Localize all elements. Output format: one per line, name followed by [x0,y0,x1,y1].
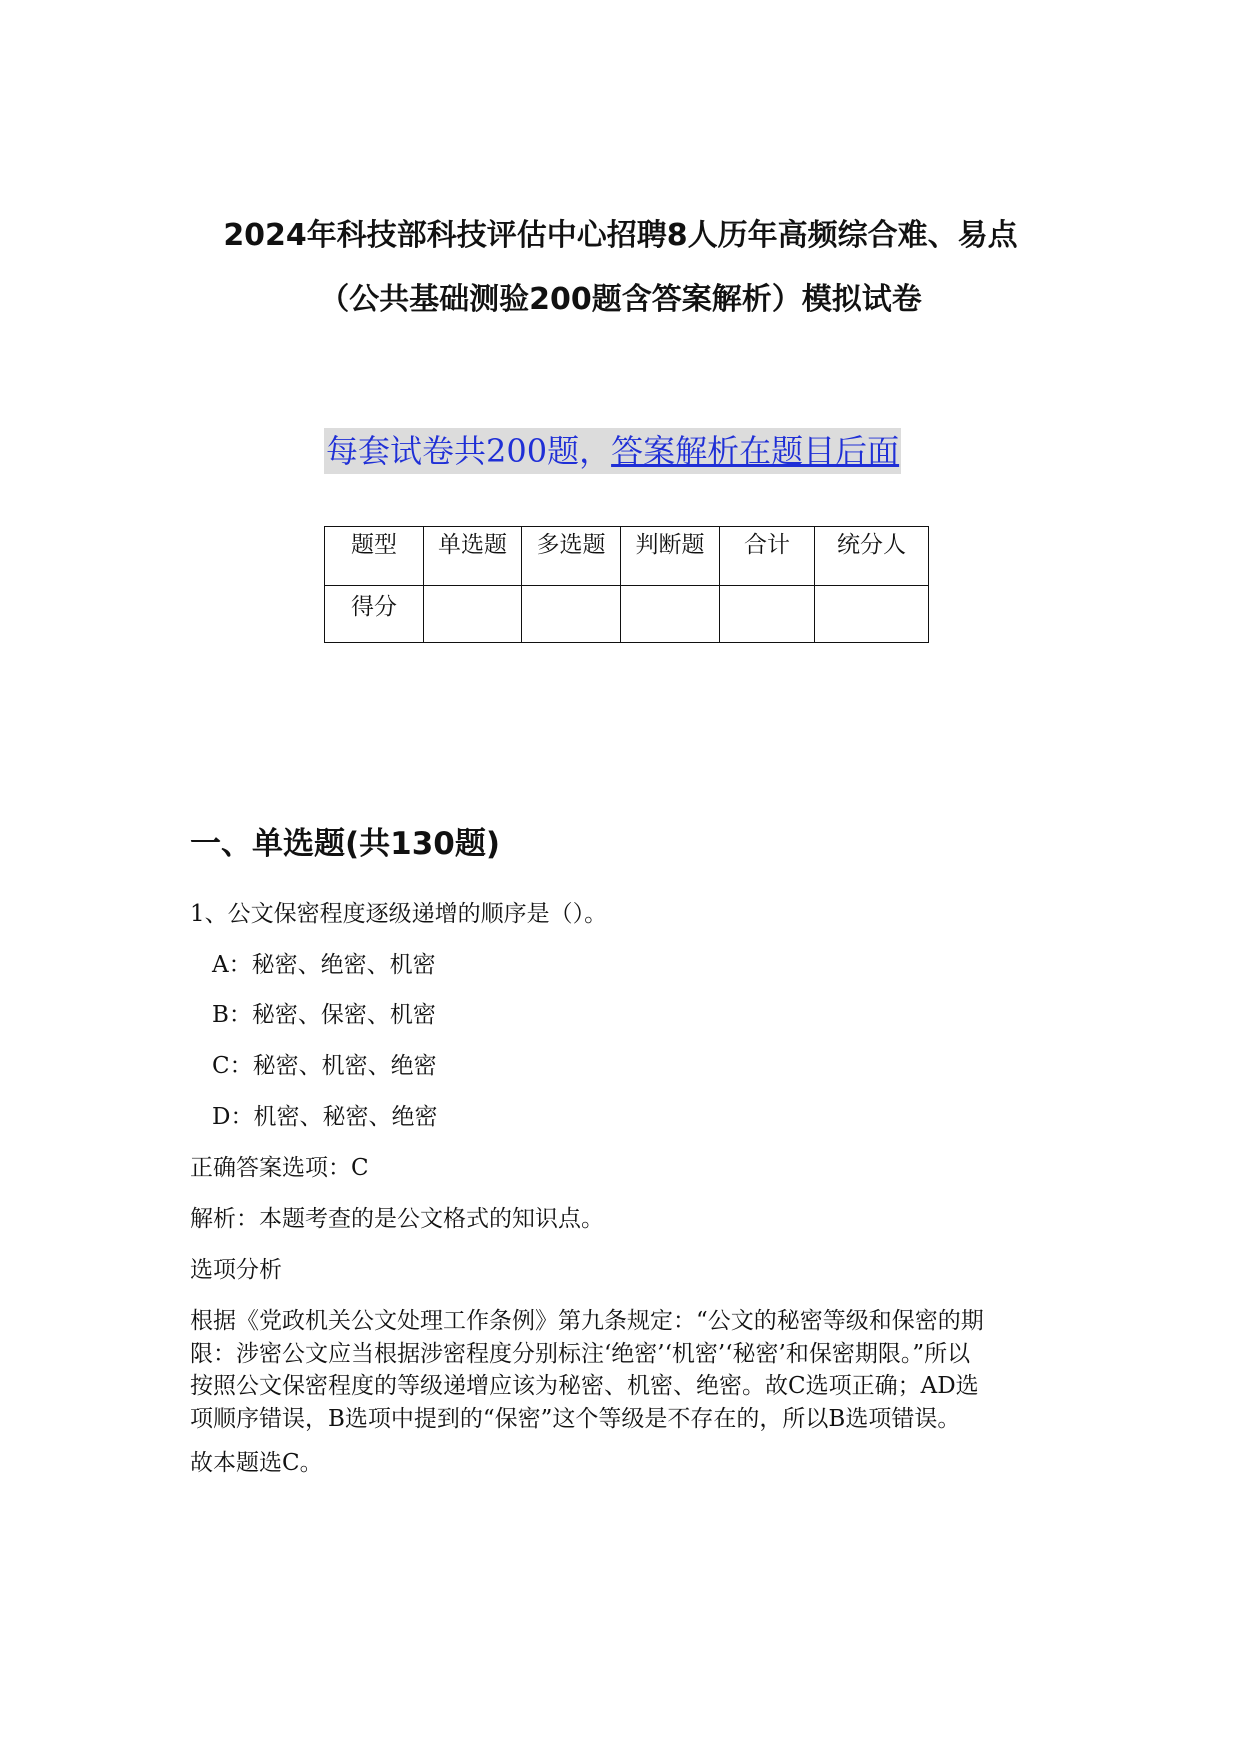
explanation-paragraph [190,1305,1060,1435]
explanation-line: 按照公文保密程度的等级递增应该为秘密、机密、绝密。故C选项正确；AD选 [190,1373,979,1399]
header-cell-true-false: 判断题 [621,527,720,586]
question-stem: 1、公文保密程度逐级递增的顺序是（）。 [190,901,608,927]
score-cell-true-false [621,586,720,643]
option-b: B：秘密、保密、机密 [212,1002,436,1028]
option-analysis-label: 选项分析 [190,1257,282,1283]
option-a: A：秘密、绝密、机密 [212,952,436,978]
score-cell-multiple-choice [522,586,621,643]
score-cell-scorer [815,586,929,643]
explanation-line: 根据《党政机关公文处理工作条例》第九条规定：“公文的秘密等级和保密的期 [190,1308,984,1334]
option-c: C：秘密、机密、绝密 [212,1053,437,1079]
document-title-line-2: （公共基础测验200题含答案解析）模拟试卷 [319,282,922,317]
notice-text: 每套试卷共200题， [326,432,612,470]
score-table-score-row [325,586,929,643]
header-cell-single-choice: 单选题 [424,527,522,586]
score-cell-single-choice [424,586,522,643]
header-cell-multiple-choice: 多选题 [522,527,621,586]
explanation-line: 项顺序错误，B选项中提到的“保密”这个等级是不存在的，所以B选项错误。 [190,1405,961,1432]
row-label-score: 得分 [325,586,424,643]
option-d: D：机密、秘密、绝密 [212,1104,438,1130]
section-title-single-choice: 一、单选题(共130题) [190,826,501,862]
answer-location-link[interactable]: 答案解析在题目后面 [611,432,900,470]
header-cell-total: 合计 [720,527,815,586]
question-count-notice [324,428,901,474]
header-cell-type: 题型 [325,527,424,586]
explanation-line: 限：涉密公文应当根据涉密程度分别标注‘绝密’‘机密’‘秘密’和保密期限。”所以 [190,1340,971,1367]
analysis-summary: 解析：本题考查的是公文格式的知识点。 [190,1206,604,1232]
score-cell-total [720,586,815,643]
score-table-header-row [325,527,929,586]
conclusion: 故本题选C。 [190,1450,323,1476]
header-cell-scorer: 统分人 [815,527,929,586]
correct-answer: 正确答案选项：C [190,1155,369,1181]
score-table [324,526,929,643]
document-title-line-1: 2024年科技部科技评估中心招聘8人历年高频综合难、易点 [223,218,1018,253]
